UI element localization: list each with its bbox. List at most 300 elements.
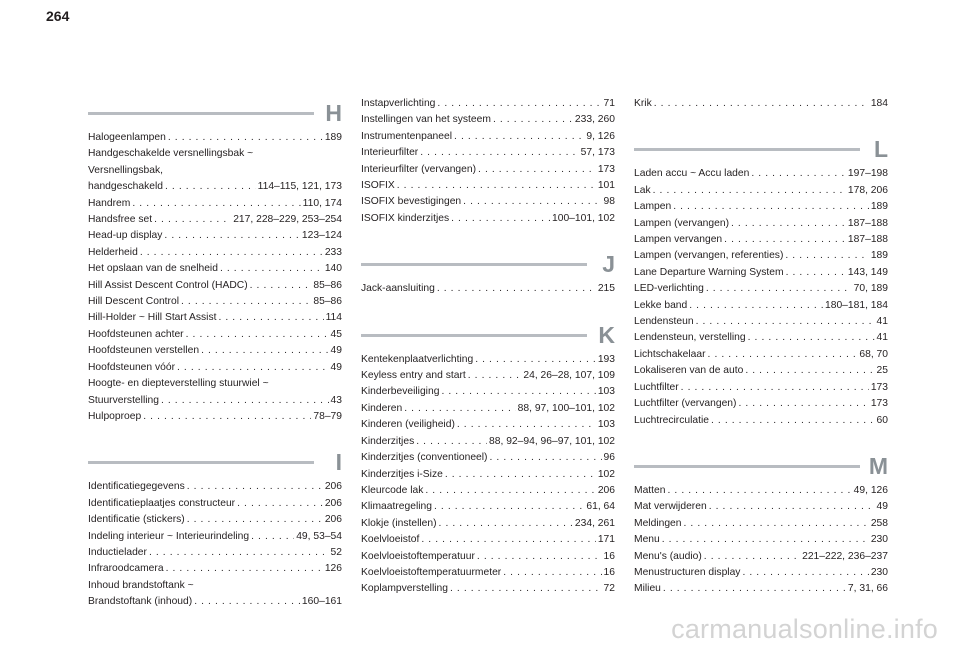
index-entries xyxy=(361,96,615,227)
index-entry xyxy=(361,401,615,417)
index-entry xyxy=(88,278,342,294)
index-entry xyxy=(88,578,342,594)
dot-leader xyxy=(250,278,312,294)
entry-pages: 52 xyxy=(330,546,342,558)
dot-leader xyxy=(684,516,869,532)
entry-pages: 41 xyxy=(876,332,888,344)
entry-pages: 85–86 xyxy=(313,296,342,308)
section-header xyxy=(88,449,342,476)
index-entry xyxy=(88,393,342,409)
entry-term: Meldingen xyxy=(634,517,682,529)
entry-pages: 16 xyxy=(603,550,615,562)
dot-leader xyxy=(218,310,323,326)
entry-pages: 197–198 xyxy=(847,168,888,180)
entry-term: Jack-aansluiting xyxy=(361,283,435,295)
entry-pages: 100–101, 102 xyxy=(552,212,615,224)
entry-pages: 189 xyxy=(870,201,888,213)
index-entry xyxy=(361,352,615,368)
dot-leader xyxy=(220,261,323,277)
entry-pages: 206 xyxy=(597,484,615,496)
dot-leader xyxy=(785,248,868,264)
dot-leader xyxy=(194,594,300,610)
section-header xyxy=(634,136,888,163)
section-divider xyxy=(634,465,860,468)
index-section-continued xyxy=(634,96,888,112)
entry-term: Het opslaan van de snelheid xyxy=(88,263,218,275)
index-entry xyxy=(88,409,342,425)
entry-pages: 189 xyxy=(324,132,342,143)
section-header xyxy=(361,321,615,348)
entry-pages: 98 xyxy=(603,196,615,208)
entry-pages: 217, 228–229, 253–254 xyxy=(233,214,342,226)
entry-pages: 24, 26–28, 107, 109 xyxy=(523,370,615,382)
entry-pages: 49 xyxy=(330,345,342,357)
entry-pages: 71 xyxy=(603,98,615,109)
index-entry xyxy=(88,228,342,244)
entry-pages: 189 xyxy=(870,250,888,262)
dot-leader xyxy=(425,483,595,499)
dot-leader xyxy=(397,178,596,194)
entry-term: Kinderbeveiliging xyxy=(361,386,440,398)
entry-pages: 173 xyxy=(870,381,888,393)
dot-leader xyxy=(140,245,323,261)
dot-leader xyxy=(751,166,846,182)
index-entry xyxy=(634,483,888,499)
index-entries xyxy=(634,483,888,598)
index-entry xyxy=(361,450,615,466)
index-entry xyxy=(634,565,888,581)
entry-term: Lokaliseren van de auto xyxy=(634,365,744,377)
dot-leader xyxy=(786,265,846,281)
dot-leader xyxy=(181,294,311,310)
dot-leader xyxy=(186,327,329,343)
entry-term: Kleurcode lak xyxy=(361,484,424,496)
index-entry xyxy=(361,483,615,499)
dot-leader xyxy=(667,483,851,499)
section-letter: L xyxy=(873,136,888,163)
dot-leader xyxy=(420,145,578,161)
index-entry xyxy=(634,549,888,565)
entry-term: Handsfree set xyxy=(88,214,153,226)
entry-term: Versnellingsbak, xyxy=(88,164,163,176)
entry-pages: 206 xyxy=(324,514,342,526)
index-entry xyxy=(88,360,342,376)
dot-leader xyxy=(439,516,573,532)
index-entry xyxy=(361,384,615,400)
index-entry xyxy=(361,565,615,581)
entry-pages: 43 xyxy=(330,394,342,406)
entry-term: Lichtschakelaar xyxy=(634,348,706,360)
dot-leader xyxy=(437,96,601,112)
entry-term: Instapverlichting xyxy=(361,98,436,109)
index-entry xyxy=(634,96,888,112)
entry-term: Lak xyxy=(634,184,651,196)
section-letter: I xyxy=(335,449,342,476)
entry-term: Luchtfilter (vervangen) xyxy=(634,398,737,410)
dot-leader xyxy=(738,396,868,412)
entry-pages: 230 xyxy=(870,566,888,578)
dot-leader xyxy=(745,363,874,379)
entry-term: Hoofdsteunen verstellen xyxy=(88,345,200,357)
entry-term: Hoofdsteunen vóór xyxy=(88,361,176,373)
index-entry xyxy=(634,380,888,396)
index-entry xyxy=(634,298,888,314)
entry-pages: 102 xyxy=(597,468,615,480)
index-entry xyxy=(634,499,888,515)
entry-pages: 49, 53–54 xyxy=(296,530,342,542)
index-entry xyxy=(361,467,615,483)
index-entry xyxy=(634,281,888,297)
entry-term: Brandstoftank (inhoud) xyxy=(88,596,193,608)
dot-leader xyxy=(161,393,329,409)
entry-term: Lendensteun, verstelling xyxy=(634,332,746,344)
dot-leader xyxy=(709,499,875,515)
entry-term: Menu xyxy=(634,534,660,546)
entry-pages: 16 xyxy=(603,566,615,578)
entry-term: Stuurverstelling xyxy=(88,394,159,406)
dot-leader xyxy=(704,549,800,565)
dot-leader xyxy=(149,545,329,561)
dot-leader xyxy=(164,228,299,244)
entry-pages: 60 xyxy=(876,414,888,426)
section-letter: J xyxy=(602,251,615,278)
entry-term: Mat verwijderen xyxy=(634,501,707,513)
section-divider xyxy=(88,461,314,464)
entry-term: Handrem xyxy=(88,197,131,209)
entry-pages: 68, 70 xyxy=(859,348,888,360)
section-letter: H xyxy=(325,100,342,126)
entry-pages: 88, 97, 100–101, 102 xyxy=(517,402,615,414)
entry-term: Milieu xyxy=(634,583,661,595)
entry-term: Laden accu ~ Accu laden xyxy=(634,168,750,180)
index-entry xyxy=(88,561,342,577)
entry-term: Kinderen xyxy=(361,402,403,414)
entry-pages: 160–161 xyxy=(301,596,342,608)
entry-term: Identificatiegegevens xyxy=(88,481,185,493)
index-entry xyxy=(88,245,342,261)
dot-leader xyxy=(404,401,515,417)
entry-term: Matten xyxy=(634,484,666,496)
index-entry xyxy=(634,232,888,248)
entry-pages: 233, 260 xyxy=(574,114,615,126)
index-entry xyxy=(361,434,615,450)
entry-pages: 180–181, 184 xyxy=(825,299,888,311)
entry-term: Lane Departure Warning System xyxy=(634,266,784,278)
entry-pages: 7, 31, 66 xyxy=(847,583,888,595)
dot-leader xyxy=(653,183,846,199)
entry-pages: 233 xyxy=(324,246,342,258)
entry-pages: 143, 149 xyxy=(847,266,888,278)
entry-pages: 114 xyxy=(325,312,342,324)
dot-leader xyxy=(177,360,329,376)
index-entry xyxy=(634,330,888,346)
index-entry xyxy=(361,417,615,433)
entry-term: ISOFIX kinderzitjes xyxy=(361,212,450,224)
index-entry xyxy=(88,594,342,610)
section-divider xyxy=(634,148,860,151)
section-letter: M xyxy=(868,452,888,479)
entry-pages: 49, 126 xyxy=(853,484,888,496)
entry-pages: 171 xyxy=(597,534,615,546)
index-entry xyxy=(361,162,615,178)
dot-leader xyxy=(454,129,584,145)
index-entry xyxy=(88,130,342,146)
index-section-h xyxy=(88,102,342,425)
entry-term: Identificatie (stickers) xyxy=(88,514,185,526)
index-entries xyxy=(361,281,615,297)
entry-pages: 88, 92–94, 96–97, 101, 102 xyxy=(489,435,615,447)
entry-pages: 9, 126 xyxy=(586,130,615,142)
dot-leader xyxy=(663,581,846,597)
entry-pages: 187–188 xyxy=(847,234,888,246)
index-entry xyxy=(361,194,615,210)
entry-term: ISOFIX bevestigingen xyxy=(361,196,462,208)
entry-term: Instrumentenpaneel xyxy=(361,130,453,142)
entry-pages: 173 xyxy=(870,398,888,410)
dot-leader xyxy=(654,96,869,112)
index-entry xyxy=(88,212,342,228)
entry-term: Lekke band xyxy=(634,299,688,311)
entry-term: Kentekenplaatverlichting xyxy=(361,353,474,365)
index-entry xyxy=(361,211,615,227)
entry-term: Inhoud brandstoftank ~ xyxy=(88,579,194,591)
dot-leader xyxy=(421,532,595,548)
entry-term: Halogeenlampen xyxy=(88,132,166,143)
index-entry xyxy=(634,265,888,281)
entry-term: Lampen (vervangen) xyxy=(634,217,730,229)
entry-pages: 123–124 xyxy=(301,230,342,242)
index-entry xyxy=(361,96,615,112)
index-entry xyxy=(88,294,342,310)
dot-leader xyxy=(463,194,601,210)
dot-leader xyxy=(478,162,596,178)
index-column-3 xyxy=(634,96,888,624)
entry-term: Inductielader xyxy=(88,546,147,558)
index-section-continued xyxy=(361,96,615,227)
index-entry xyxy=(88,512,342,528)
index-entry xyxy=(361,581,615,597)
index-entries xyxy=(88,130,342,425)
entry-term: Koelvloeistoftemperatuurmeter xyxy=(361,566,502,578)
index-entry xyxy=(361,499,615,515)
dot-leader xyxy=(673,199,869,215)
index-entry xyxy=(634,166,888,182)
dot-leader xyxy=(708,347,858,363)
entry-term: Hoofdsteunen achter xyxy=(88,328,184,340)
index-entry xyxy=(88,343,342,359)
entry-term: Kinderzitjes i-Size xyxy=(361,468,443,480)
entry-term: Identificatieplaatjes constructeur xyxy=(88,497,236,509)
entry-pages: 96 xyxy=(603,452,615,464)
entry-term: Klimaatregeling xyxy=(361,501,432,513)
entry-term: Hill Assist Descent Control (HADC) xyxy=(88,279,248,291)
entry-pages: 78–79 xyxy=(313,410,342,422)
index-entry xyxy=(361,281,615,297)
index-entry xyxy=(361,549,615,565)
index-entry xyxy=(634,396,888,412)
dot-leader xyxy=(451,211,550,227)
index-section-j xyxy=(361,253,615,297)
index-entry xyxy=(634,363,888,379)
index-entry xyxy=(634,516,888,532)
entry-term: Keyless entry and start xyxy=(361,370,466,382)
entry-pages: 49 xyxy=(330,361,342,373)
entry-term: Lampen vervangen xyxy=(634,234,723,246)
entry-term: Luchtrecirculatie xyxy=(634,414,709,426)
section-divider xyxy=(361,263,587,266)
dot-leader xyxy=(445,467,596,483)
entry-pages: 41 xyxy=(876,316,888,328)
dot-leader xyxy=(493,112,573,128)
section-divider xyxy=(88,112,314,115)
index-entry xyxy=(634,532,888,548)
entry-pages: 103 xyxy=(597,419,615,431)
index-entry xyxy=(361,129,615,145)
entry-term: Infraroodcamera xyxy=(88,563,164,575)
dot-leader xyxy=(434,499,584,515)
dot-leader xyxy=(165,179,256,195)
entry-pages: 70, 189 xyxy=(853,283,888,295)
index-entry xyxy=(88,196,342,212)
index-entry xyxy=(634,581,888,597)
section-header xyxy=(634,452,888,479)
dot-leader xyxy=(711,413,875,429)
entry-term: Menustructuren display xyxy=(634,566,741,578)
dot-leader xyxy=(168,130,323,146)
entry-term: Hill-Holder ~ Hill Start Assist xyxy=(88,312,217,324)
dot-leader xyxy=(490,450,602,466)
page-number: 264 xyxy=(46,8,70,24)
dot-leader xyxy=(450,581,602,597)
entry-term: Klokje (instellen) xyxy=(361,517,437,529)
entry-pages: 173 xyxy=(597,163,615,175)
entry-term: Koelvloeistof xyxy=(361,534,420,546)
entry-pages: 45 xyxy=(330,328,342,340)
dot-leader xyxy=(457,417,596,433)
dot-leader xyxy=(662,532,869,548)
entry-pages: 57, 173 xyxy=(580,147,615,159)
dot-leader xyxy=(143,409,311,425)
index-section-m xyxy=(634,452,888,598)
dot-leader xyxy=(437,281,596,297)
dot-leader xyxy=(132,196,300,212)
index-entry xyxy=(88,545,342,561)
watermark: carmanualsonline.info xyxy=(671,614,938,644)
index-entry xyxy=(361,516,615,532)
section-header xyxy=(361,251,615,278)
entry-pages: 215 xyxy=(597,283,615,295)
entry-term: Head-up display xyxy=(88,230,163,242)
index-entry xyxy=(361,112,615,128)
dot-leader xyxy=(748,330,875,346)
dot-leader xyxy=(166,561,323,577)
entry-pages: 72 xyxy=(603,583,615,595)
entry-pages: 234, 261 xyxy=(574,517,615,529)
entry-pages: 206 xyxy=(324,497,342,509)
index-entry xyxy=(361,368,615,384)
index-entry xyxy=(634,183,888,199)
dot-leader xyxy=(154,212,231,228)
entry-pages: 206 xyxy=(324,481,342,493)
entry-term: LED-verlichting xyxy=(634,283,704,295)
entry-term: Hoogte- en diepteverstelling stuurwiel ~ xyxy=(88,378,269,390)
dot-leader xyxy=(251,529,294,545)
dot-leader xyxy=(689,298,823,314)
section-divider xyxy=(361,334,587,337)
dot-leader xyxy=(187,512,323,528)
entry-term: Kinderzitjes (conventioneel) xyxy=(361,452,488,464)
entry-pages: 85–86 xyxy=(313,279,342,291)
index-section-l xyxy=(634,138,888,429)
index-entry xyxy=(361,532,615,548)
entry-term: handgeschakeld xyxy=(88,181,163,193)
dot-leader xyxy=(237,496,323,512)
entry-term: Handgeschakelde versnellingsbak ~ xyxy=(88,148,254,160)
entry-term: Interieurfilter xyxy=(361,147,419,159)
entry-term: Hill Descent Control xyxy=(88,296,179,308)
entry-term: Helderheid xyxy=(88,246,138,258)
entry-pages: 114–115, 121, 173 xyxy=(257,181,342,193)
entry-pages: 184 xyxy=(870,98,888,109)
entry-term: ISOFIX xyxy=(361,180,395,192)
dot-leader xyxy=(441,384,595,400)
dot-leader xyxy=(503,565,601,581)
entry-pages: 25 xyxy=(876,365,888,377)
dot-leader xyxy=(475,352,596,368)
entry-pages: 193 xyxy=(597,353,615,365)
entry-pages: 49 xyxy=(876,501,888,513)
dot-leader xyxy=(706,281,852,297)
dot-leader xyxy=(724,232,846,248)
index-entry xyxy=(634,314,888,330)
entry-pages: 230 xyxy=(870,534,888,546)
entry-term: Koelvloeistoftemperatuur xyxy=(361,550,475,562)
index-entry xyxy=(634,413,888,429)
entry-term: Kinderen (veiligheid) xyxy=(361,419,455,431)
index-entry xyxy=(361,145,615,161)
dot-leader xyxy=(742,565,868,581)
entry-pages: 221–222, 236–237 xyxy=(802,550,888,562)
dot-leader xyxy=(696,314,875,330)
index-entry xyxy=(88,479,342,495)
entry-term: Hulpoproep xyxy=(88,410,142,422)
dot-leader xyxy=(477,549,602,565)
index-entry xyxy=(634,216,888,232)
entry-term: Interieurfilter (vervangen) xyxy=(361,163,477,175)
entry-term: Menu's (audio) xyxy=(634,550,702,562)
entry-term: Kinderzitjes xyxy=(361,435,415,447)
index-entry xyxy=(88,496,342,512)
entry-term: Instellingen van het systeem xyxy=(361,114,491,126)
index-entry xyxy=(88,163,342,179)
entry-term: Indeling interieur ~ Interieurindeling xyxy=(88,530,250,542)
section-letter: K xyxy=(598,321,615,348)
entry-term: Luchtfilter xyxy=(634,381,679,393)
index-entry xyxy=(88,310,342,326)
entry-term: Krik xyxy=(634,98,652,109)
index-entry xyxy=(88,529,342,545)
entry-pages: 258 xyxy=(870,517,888,529)
entry-pages: 187–188 xyxy=(847,217,888,229)
entry-pages: 101 xyxy=(597,180,615,192)
index-entries xyxy=(88,479,342,610)
entry-term: Lampen xyxy=(634,201,672,213)
index-column-1 xyxy=(88,102,342,637)
index-entry xyxy=(634,347,888,363)
dot-leader xyxy=(731,216,846,232)
index-entry xyxy=(634,199,888,215)
index-entries xyxy=(634,166,888,429)
